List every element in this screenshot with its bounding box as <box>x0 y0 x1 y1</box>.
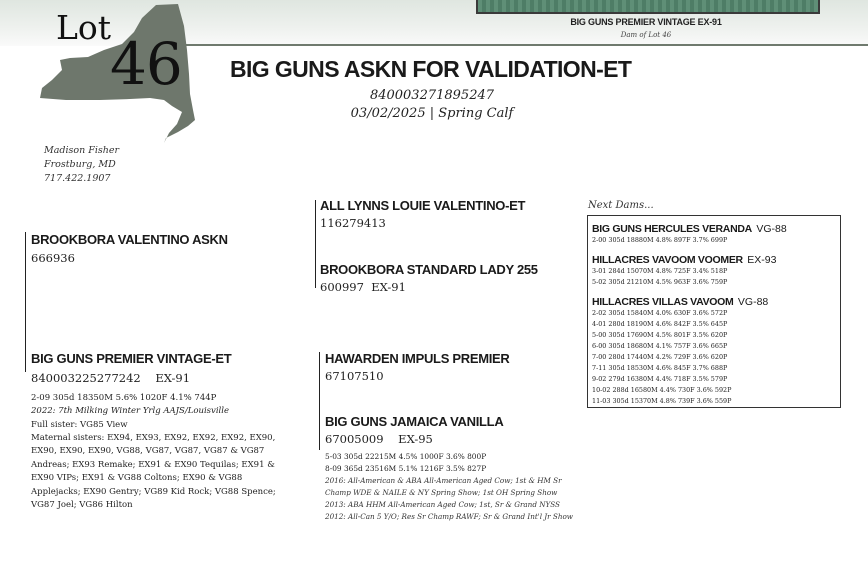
dam-dam-achievements <box>325 475 573 523</box>
achievement-line: Champ WDE & NAILE & NY Spring Show; 1st OH Spring Show <box>325 488 558 497</box>
dam-reg-line <box>31 371 190 385</box>
animal-registration: 840003271895247 <box>369 88 495 103</box>
dam-dam-score: EX-95 <box>398 432 433 446</box>
dam-name: BIG GUNS PREMIER VINTAGE-ET <box>31 351 232 366</box>
next-dam-score: EX-93 <box>747 254 777 266</box>
record-line: 4-01 280d 18190M 4.6% 842F 3.5% 645P <box>592 320 728 328</box>
dam-maternal-sisters: Maternal sisters: EX94, EX93, EX92, EX92, EX92, EX90, EX90, EX90, EX90, VG88, VG87, VG87, VG87 & VG87 Andreas; EX93 Remake; EX91 & EX90 Tequilas; EX91 & EX90 VIPs; EX91 & VG88 Coltons; EX90 & VG88 Applejacks; EX90 Gentry; VG89 Kid Rock; VG88 Spence; VG87 Joel; VG86 Hilton <box>31 433 276 511</box>
sire-sire-name: ALL LYNNS LOUIE VALENTINO-ET <box>320 198 526 213</box>
achievement-line: 2012: All-Can 5 Y/O; Res Sr Champ RAWF; Sr & Grand Int'l Jr Show <box>325 512 573 521</box>
pedigree-line-left <box>25 232 26 372</box>
sire-dam-name: BROOKBORA STANDARD LADY 255 <box>320 262 538 277</box>
sire-dam-score: EX-91 <box>371 280 406 294</box>
dam-reg: 840003225277242 <box>31 371 141 385</box>
record-line: 2-02 305d 15840M 4.0% 630F 3.6% 572P <box>592 309 728 317</box>
record-line: 6-00 305d 18680M 4.1% 757F 3.6% 665P <box>592 342 728 350</box>
header-rule <box>185 44 868 46</box>
record-line: 5-00 305d 17690M 4.5% 801F 3.5% 620P <box>592 331 728 339</box>
next-dam-name: BIG GUNS HERCULES VERANDA <box>592 223 752 235</box>
dam-dam-reg: 67005009 <box>325 432 384 446</box>
owner-phone: 717.422.1907 <box>44 173 111 184</box>
record-line: 3-01 284d 15070M 4.8% 725F 3.4% 518P <box>592 267 728 275</box>
dam-photo <box>476 0 820 14</box>
dam-sire-reg: 67107510 <box>325 369 384 383</box>
record-line: 5-02 305d 21210M 4.5% 963F 3.6% 759P <box>592 278 728 286</box>
dam-full-sister: Full sister: VG85 View <box>31 420 128 430</box>
achievement-line: 2013: ABA HHM All-American Aged Cow; 1st, Sr & Grand NYSS <box>325 500 560 509</box>
dam-record: 2-09 305d 18350M 5.6% 1020F 4.1% 744P <box>31 393 217 403</box>
owner-location: Frostburg, MD <box>44 159 116 170</box>
owner-info <box>44 144 119 186</box>
dam-dam-record: 8-09 365d 23516M 5.1% 1216F 3.5% 827P <box>325 464 487 473</box>
record-line: 11-03 305d 15370M 4.8% 739F 3.6% 559P <box>592 397 732 405</box>
next-dam-3-records <box>592 308 731 407</box>
dam-photo-caption: BIG GUNS PREMIER VINTAGE EX-91 <box>570 17 722 27</box>
next-dam-name: HILLACRES VAVOOM VOOMER <box>592 254 743 266</box>
next-dam-score: VG-88 <box>737 296 769 308</box>
dam-photo-subcaption: Dam of Lot 46 <box>620 31 672 39</box>
next-dam-name: HILLACRES VILLAS VAVOOM <box>592 296 734 308</box>
dam-sire-name: HAWARDEN IMPULS PREMIER <box>325 351 510 366</box>
dam-dam-records <box>325 451 486 475</box>
dam-dam-record: 5-03 305d 22215M 4.5% 1000F 3.6% 800P <box>325 452 487 461</box>
dam-honor: 2022: 7th Milking Winter Yrlg AAJS/Louisville <box>31 406 230 416</box>
dam-dam-reg-line <box>325 432 433 446</box>
record-line: 7-11 305d 18530M 4.6% 845F 3.7% 688P <box>592 364 728 372</box>
next-dam-1-records <box>592 235 727 246</box>
lot-label: Lot <box>56 8 112 47</box>
next-dam-score: VG-88 <box>756 223 787 235</box>
record-line: 9-02 279d 16380M 4.4% 718F 3.5% 579P <box>592 375 728 383</box>
sire-dam-reg-line <box>320 280 406 294</box>
pedigree-line-sire <box>315 200 316 288</box>
sire-sire-reg: 116279413 <box>320 216 386 230</box>
record-line: 10-02 288d 16580M 4.4% 730F 3.6% 592P <box>592 386 732 394</box>
record-line: 7-00 280d 17440M 4.2% 729F 3.6% 620P <box>592 353 728 361</box>
owner-name: Madison Fisher <box>44 145 120 156</box>
dam-score: EX-91 <box>155 371 191 385</box>
next-dam-2-records <box>592 266 727 288</box>
sire-reg: 666936 <box>31 251 75 265</box>
animal-name: BIG GUNS ASKN FOR VALIDATION-ET <box>230 56 632 82</box>
next-dams-label: Next Dams... <box>588 200 654 211</box>
achievement-line: 2016: All-American & ABA All-American Aged Cow; 1st & HM Sr <box>325 476 562 485</box>
sire-name: BROOKBORA VALENTINO ASKN <box>31 232 228 247</box>
sire-dam-reg: 600997 <box>320 280 364 294</box>
lot-number: 46 <box>110 30 182 98</box>
record-line: 2-00 305d 18880M 4.8% 897F 3.7% 699P <box>592 236 728 244</box>
dam-dam-name: BIG GUNS JAMAICA VANILLA <box>325 414 504 429</box>
pedigree-line-dam <box>319 352 320 450</box>
animal-birth-line: 03/02/2025 | Spring Calf <box>350 106 514 121</box>
